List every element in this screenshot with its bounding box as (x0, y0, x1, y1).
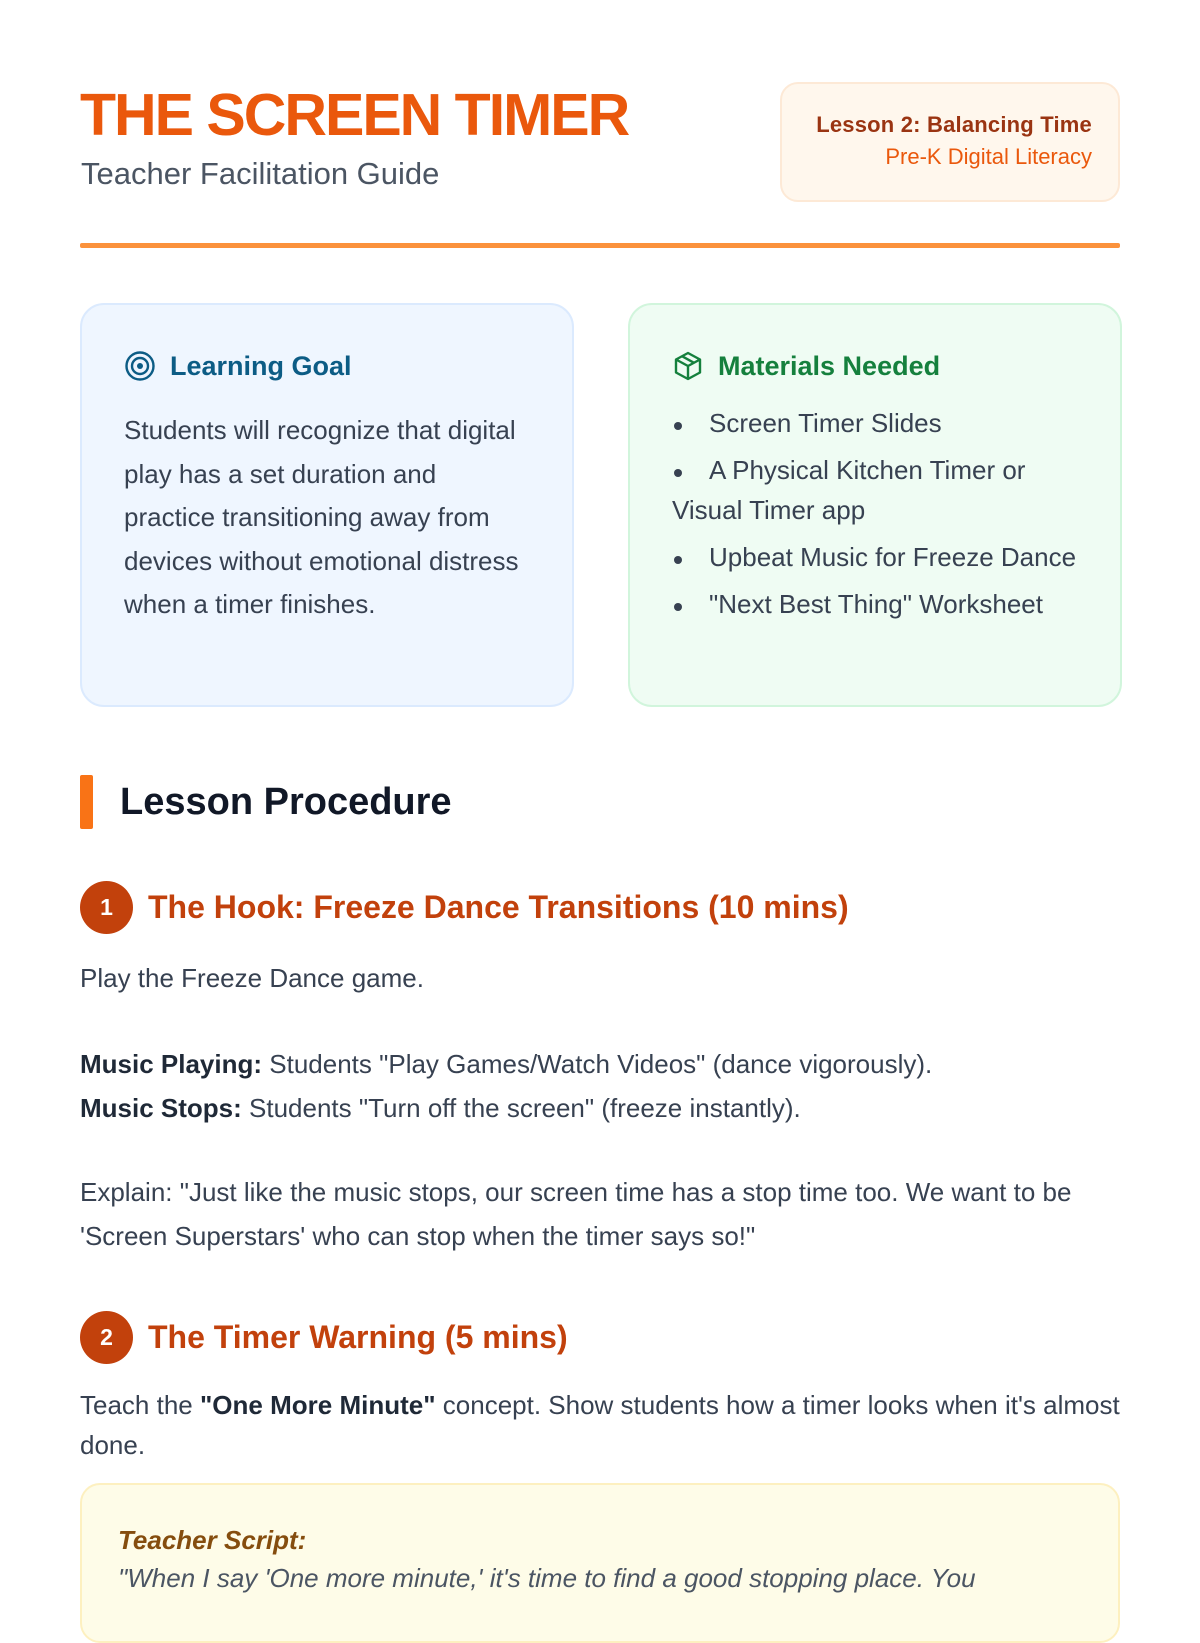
course-name: Pre-K Digital Literacy (885, 144, 1092, 169)
box-icon (672, 350, 704, 382)
step-1-heading (80, 880, 849, 934)
learning-goal-card (80, 303, 574, 707)
step-1-rules (80, 1043, 1120, 1130)
materials-title: Materials Needed (718, 350, 941, 381)
procedure-title: Lesson Procedure (120, 780, 452, 823)
materials-card (628, 303, 1122, 707)
rule-text: Students "Play Games/Watch Videos" (dance vigorously). (262, 1049, 933, 1079)
page-title: THE SCREEN TIMER (80, 82, 629, 148)
script-label: Teacher Script: (118, 1525, 307, 1555)
target-icon (124, 350, 156, 382)
step-title: The Hook: Freeze Dance Transitions (10 mins) (148, 888, 849, 925)
rule-label: Music Stops: (80, 1092, 242, 1123)
list-item: Upbeat Music for Freeze Dance (672, 537, 1080, 577)
rule-text: Students "Turn off the screen" (freeze instantly). (241, 1092, 801, 1123)
lesson-name: Lesson 2: Balancing Time (816, 112, 1092, 137)
teacher-script-box (80, 1483, 1120, 1643)
concept-name: "One More Minute" (199, 1390, 436, 1420)
learning-goal-text: Students will recognize that digital play has a set duration and practice transitioning away from devices without emotional distress when a timer finishes. (124, 415, 519, 619)
lesson-badge (780, 82, 1120, 202)
step-2-text (80, 1385, 1120, 1465)
step-text: concept. Show students how a timer looks when it's almost done. (80, 1390, 1120, 1460)
section-accent-bar (80, 775, 93, 829)
materials-header (672, 349, 1080, 383)
step-1-explain: Explain: "Just like the music stops, our screen time has a stop time too. We want to be 'Screen Superstars' who can stop when the timer says so!" (80, 1177, 1072, 1251)
step-number-badge: 1 (80, 881, 133, 934)
step-text: Teach the (80, 1390, 200, 1420)
header-divider (80, 243, 1120, 248)
script-quote: "When I say 'One more minute,' it's time to find a good stopping place. You (118, 1563, 976, 1593)
list-item: "Next Best Thing" Worksheet (672, 584, 1080, 624)
rule-label: Music Playing: (80, 1049, 263, 1079)
page-subtitle: Teacher Facilitation Guide (81, 156, 440, 191)
step-1-intro: Play the Freeze Dance game. (80, 963, 424, 993)
learning-goal-header (124, 349, 532, 383)
materials-list (672, 403, 1080, 624)
step-number-badge: 2 (80, 1311, 133, 1364)
step-2-heading (80, 1310, 568, 1364)
list-item: A Physical Kitchen Timer or Visual Timer app (672, 450, 1080, 530)
step-title: The Timer Warning (5 mins) (148, 1318, 568, 1355)
procedure-heading (80, 775, 452, 829)
list-item: Screen Timer Slides (672, 403, 1080, 443)
learning-goal-title: Learning Goal (170, 350, 352, 381)
guide-header (80, 82, 1120, 232)
